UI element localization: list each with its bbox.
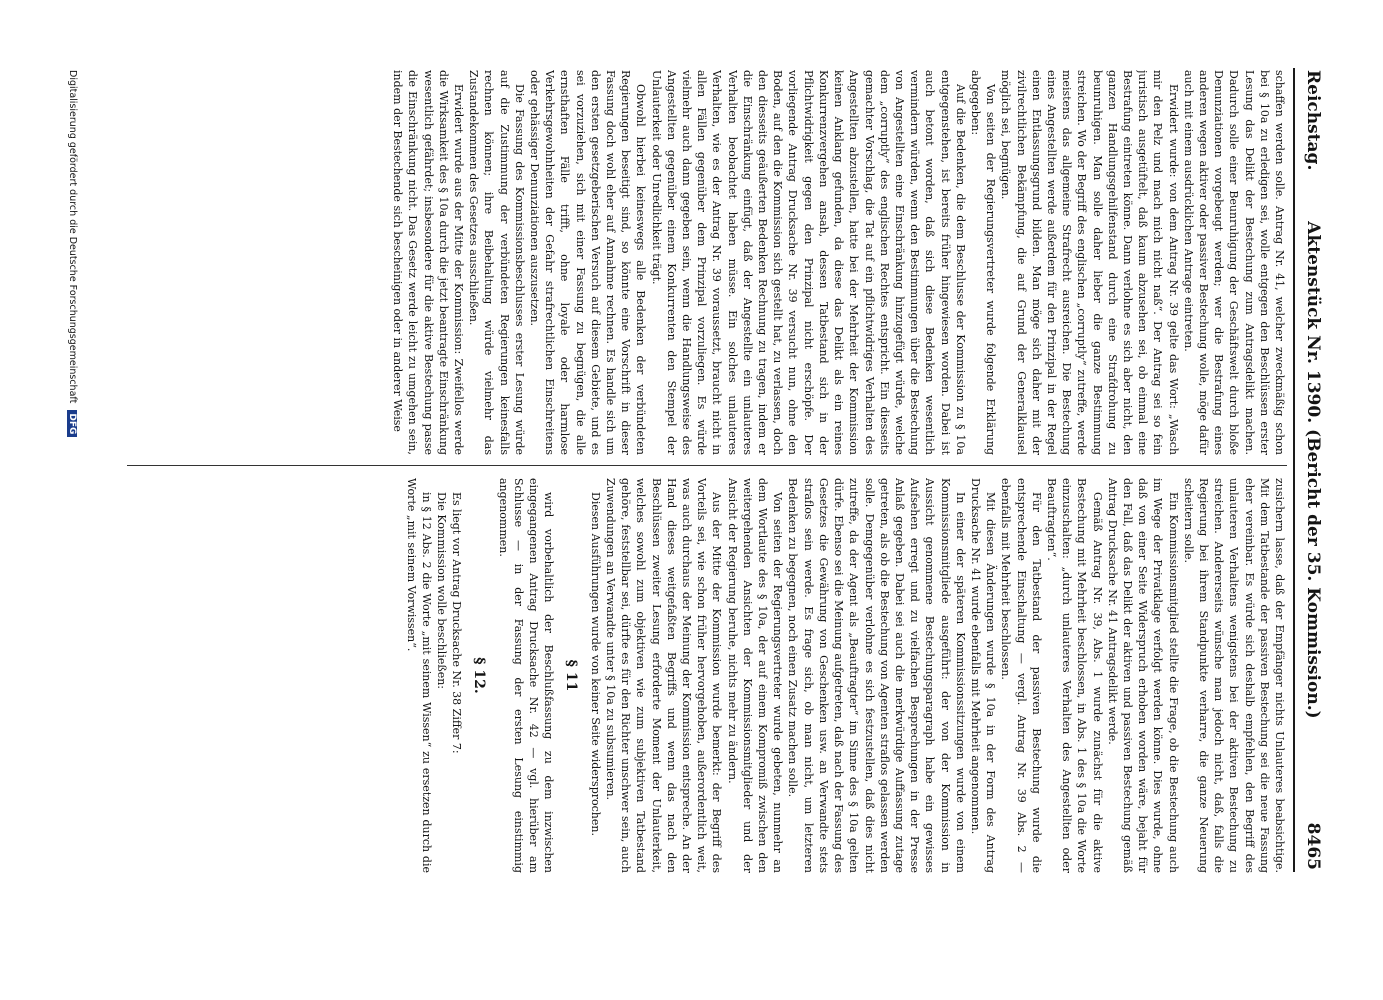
section-12-resolution: Die Kommission wolle beschließen: <box>435 492 449 689</box>
paragraph: Diesen Ausführungen wurde von keiner Seite widersprochen. <box>588 492 602 836</box>
paragraph: Erwidert wurde aus der Mitte der Kommission: Zweifellos werde die Wirksamkeit des § 10a durch die jetzt beantragte Einschränkung wesentlich gefährdet; insbesondere für die aktive Bestechung passe die Einschränkung nicht. Das Gesetz werde leicht zu umgehen sein, indem der Bestechende sich bescheinigen oder in anderer Weise <box>391 70 466 455</box>
paragraph: Aus der Mitte der Kommission wurde bemerkt: der Begriff des Vorteils sei, wie schon früher hervorgehoben, außerordentlich weit, was auch durchaus der Meinung der Kommission entspreche. An der Hand dieses weitgefaßten Begriffs und wenn das nach den Beschlüssen zweiter Lesung erforderte Moment der Unlauterkeit, welches sowohl zum objektiven wie zum subjektiven Tatbestand gehöre, feststellbar sei, dürfte es für den Richter unschwer sein, auch Zuwendungen an Verwandte unter § 10a zu subsumieren. <box>604 478 724 873</box>
header-rule <box>1293 68 1295 872</box>
credit-text: Digitalisierung gefördert durch die Deutsche Forschungsgemeinschaft <box>67 70 78 404</box>
paragraph: In einer der späteren Kommissionssitzungen wurde von einem Kommissionsmitgliede ausgeführt: der von der Kommission in Aussicht genommene Bestechungsparagraph habe ein gewisses Aufsehen erregt und zu vielfachen Besprechungen in der Presse Anlaß gegeben. Dabei sei auch die merkwürdige Auffassung zutage getreten, als ob die Bestechung von Agenten straflos gelassen werden solle. Demgegenüber verlohne es sich festzustellen, daß dies nicht zutreffe, da der Agent als „Beauftragter“ im Sinne des § 10a gelten dürfe. Ebenso sei die Meinung aufgetreten, daß nach der Fassung des Gesetzes die Gewährung von Geschenken usw. an Verwandte stets straflos sein werde. Es frage sich, ob man nicht, um letzteren Bedenken zu begegnen, noch einen Zusatz machen solle. <box>786 478 967 873</box>
header-title: Aktenstück Nr. 1390. (Bericht der 35. Kommission.) <box>1303 221 1323 719</box>
section-12-text: in § 12 Abs. 2 die Worte „mit seinem Wissen“ zu ersetzen durch die Worte „mit seinem Vorwissen“. <box>404 478 434 873</box>
digitization-credit <box>67 70 78 870</box>
paragraph: Von seiten der Regierungsvertreter wurde gebeten, nunmehr an dem Wortlaute des § 10a, der auf einem Kompromiß zwischen den weitergehenden Ansichten der Kommissionsmitglieder und der Ansicht der Regierung beruhe, nichts mehr zu ändern. <box>725 478 785 873</box>
left-column <box>127 70 1287 455</box>
paragraph: Obwohl hierbei keineswegs alle Bedenken der verbündeten Regierungen beseitigt sind, so könnte eine Vorschrift in dieser Fassung doch wohl eher auf Annahme rechnen. Es handle sich um den ersten gesetzgeberischen Versuch auf diesem Gebiete, und es sei vorzuziehen, sich mit einer Fassung zu begnügen, die alle ernsthaften Fälle trifft, ohne loyale oder harmlose Verkehrsgewohnheiten der Gefahr strafrechtlichen Einschreitens oder gehässiger Denunziationen auszusetzen. <box>528 70 648 455</box>
paragraph: Gemäß Antrag Nr. 39, Abs. 1 wurde zunächst für die aktive Bestechung mit Mehrheit beschlossen, in Abs. 1 des § 10a die Worte einzuschalten: „durch unlauteres Verhalten des Angestellten oder Beauftragten“. <box>1044 478 1104 873</box>
paragraph: Die Fassung des Kommissionsbeschlusses erster Lesung würde auf die Zustimmung der verbündeten Regierungen keinesfalls rechnen können; ihre Beibehaltung würde vielmehr das Zustandekommen des Gesetzes ausschließen. <box>467 70 526 455</box>
page-number: 8465 <box>1303 822 1323 870</box>
section-12-intro: Es liegt vor Antrag Drucksache Nr. 38 Ziffer 7: <box>450 492 464 754</box>
page-header <box>1295 70 1331 870</box>
right-column <box>127 478 1287 873</box>
paragraph: zusichern lasse, daß der Empfänger nichts Unlauteres beabsichtige. Mit dem Tatbestande der passiven Bestechung sei die neue Fassung eher vereinbar. Es würde sich deshalb empfehlen, den Begriff des unlauteren Verhaltens wenigstens bei der aktiven Bestechung zu streichen. Andererseits wünsche man jedoch nicht, daß, falls die Regierung bei ihrem Standpunkte verharre, die ganze Neuerung scheitern solle. <box>1181 478 1286 873</box>
header-left: Reichstag. <box>1303 70 1323 171</box>
section-11-text: wird vorbehaltlich der Beschlußfassung zu dem inzwischen eingegangenen Antrag Drucksache Nr. 42 — vgl. hierüber am Schlusse — in der Fassung der ersten Lesung einstimmig angenommen. <box>496 478 556 873</box>
section-11-heading: § 11 <box>562 659 579 692</box>
paragraph: schaffen werden solle. Antrag Nr. 41, welcher zweckmäßig schon bei § 10a zu erledigen sei, wolle entgegen den Beschlüssen erster Lesung das Delikt der Bestechung zum Antragsdelikt machen. Dadurch solle einer Beunruhigung der Geschäftswelt durch bloße Denunziationen vorgebeugt werden; wer die Bestrafung eines anderen wegen aktiver oder passiver Bestechung wolle, möge dafür auch mit einem ausdrücklichen Antrage eintreten. <box>1181 70 1286 455</box>
paragraph: Erwidert wurde: von dem Antrag Nr. 39 gelte das Wort: „Wasch mir den Pelz und mach mich nicht naß“. Der Antrag sei so fein juristisch ausgetüftelt, daß kaum abzusehen sei, ob einmal eine Bestrafung eintreten könne. Dann verlohne es sich aber nicht, den ganzen Handlungsgehilfenstand durch eine Strafdrohung zu beunruhigen. Man solle daher lieber die ganze Bestimmung streichen. Wo der Begriff des englischen „corruptly“ zutreffe, werde meistens das allgemeine Strafrecht ausreichen. Die Bestechung eines Angestellten werde außerdem für den Prinzipal in der Regel einen Entlassungsgrund bilden. Man möge sich daher mit der zivilrechtlichen Bekämpfung, die auf Grund der Generalklausel möglich sei, begnügen. <box>999 70 1180 455</box>
paragraph: Auf die Bedenken, die dem Beschlusse der Kommission zu § 10a entgegenstehen, ist bereits früher hingewiesen worden. Dabei ist auch betont worden, daß sich diese Bedenken wesentlich vermindern würden, wenn den Bestimmungen über die Bestechung von Angestellten eine Einschränkung hinzugefügt würde, welche dem „corruptly“ des englischen Rechtes entspricht. Ein diesseits gemachter Vorschlag, die Tat auf ein pflichtwidriges Verhalten des Angestellten abzustellen, hatte bei der Mehrheit der Kommission keinen Anklang gefunden, da diese das Delikt als ein reines Konkurrenzvergehen ansah, dessen Tatbestand sich in der Pflichtwidrigkeit gegen den Prinzipal nicht erschöpfe. Der vorliegende Antrag Drucksache Nr. 39 versucht nun, ohne den Boden, auf den die Kommission sich gestellt hat, zu verlassen, doch den diesseits geäußerten Bedenken Rechnung zu tragen, indem er die Einschränkung einfügt, daß der Angestellte ein unlauteres Verhalten beobachtet haben müsse. Ein solches unlauteres Verhalten, wie es der Antrag Nr. 39 voraussetzt, braucht nicht in allen Fällen gegenüber dem Prinzipal vorzuliegen. Es würde vielmehr auch dann gegeben sein, wenn die Handlungsweise des Angestellten gegenüber einem Konkurrenten den Stempel der Unlauterkeit oder Unredlichkeit trägt. <box>649 70 967 455</box>
paragraph: Für den Tatbestand der passiven Bestechung wurde die entsprechende Einschaltung — vergl. Antrag Nr. 39 Abs. 2 — ebenfalls mit Mehrheit beschlossen. <box>999 478 1043 873</box>
dfg-logo: DFG <box>67 410 77 437</box>
paragraph: Ein Kommissionsmitglied stellte die Frage, ob die Bestechung auch im Wege der Privatklage verfolgt werden könne. Dies wurde, ohne daß von einer Seite Widerspruch erhoben worden wäre, bejaht für den Fall, daß das Delikt der aktiven und passiven Bestechung gemäß Antrag Drucksache Nr. 41 Antragsdelikt werde. <box>1105 478 1180 873</box>
paragraph: Von seiten der Regierungsvertreter wurde folgende Erklärung abgegeben: <box>968 70 998 455</box>
column-divider <box>127 465 1287 466</box>
paragraph: Mit diesen Änderungen wurde § 10a in der Form des Antrag Drucksache Nr. 41 wurde ebenfalls mit Mehrheit angenommen. <box>968 478 998 873</box>
section-12-heading: § 12. <box>470 657 487 694</box>
